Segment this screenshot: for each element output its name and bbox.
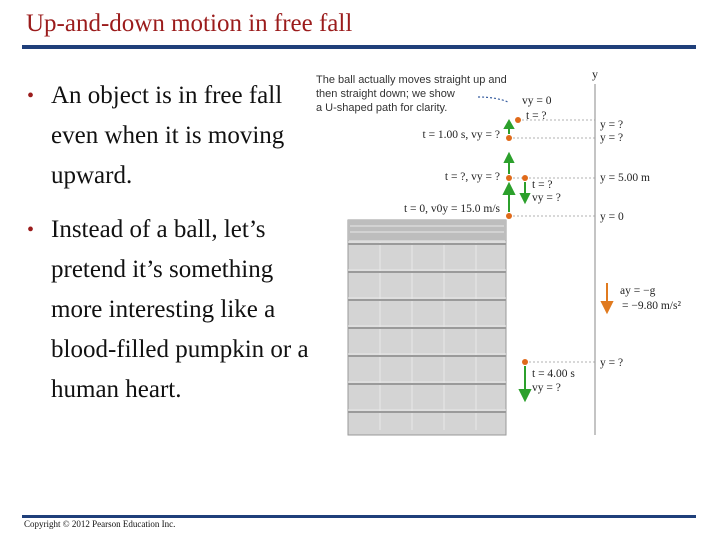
label-right-v: vy = ? — [532, 192, 561, 204]
figure-caption-line2: then straight down; we show — [316, 88, 455, 100]
label-t4: t = 4.00 s — [532, 368, 575, 380]
bullet-1-text: An object is in free fall even when it is moving upward. — [51, 82, 285, 189]
label-right-t: t = ? — [532, 179, 553, 191]
y-label-5: y = ? — [600, 357, 624, 369]
label-t2: t = ?, vy = ? — [444, 171, 500, 183]
y-label-2: y = ? — [600, 132, 624, 144]
label-accel-b: = −9.80 m/s² — [622, 300, 681, 312]
copyright-notice: Copyright © 2012 Pearson Education Inc. — [24, 519, 176, 529]
y-label-4: y = 0 — [600, 211, 624, 223]
slide-title: Up-and-down motion in free fall — [26, 10, 353, 37]
bullet-marker: • — [27, 219, 35, 241]
acceleration-arrow — [602, 283, 612, 312]
label-top-v: vy = 0 — [522, 95, 552, 107]
label-t4-v: vy = ? — [532, 382, 561, 394]
y-label-1: y = ? — [600, 119, 624, 131]
y-label-3: y = 5.00 m — [600, 172, 650, 184]
label-t0: t = 0, v0y = 15.0 m/s — [403, 203, 500, 215]
footer-divider — [22, 515, 696, 518]
label-top-t: t = ? — [526, 110, 547, 122]
downward-velocity-arrows — [520, 182, 530, 400]
y-axis-label: y — [592, 67, 598, 81]
height-guides — [509, 120, 595, 362]
figure-caption-line1: The ball actually moves straight up and — [316, 74, 507, 86]
caption-pointer — [478, 97, 508, 102]
bullet-marker: • — [27, 85, 35, 107]
upward-velocity-arrows — [504, 121, 514, 212]
building — [348, 220, 506, 435]
figure-caption-line3: a U-shaped path for clarity. — [316, 102, 448, 114]
bullet-2-text: Instead of a ball, let’s pretend it’s something more interesting like a blood-filled pumpkin or a human heart. — [51, 216, 309, 403]
label-t1: t = 1.00 s, vy = ? — [422, 129, 500, 141]
label-accel-a: ay = −g — [620, 285, 656, 297]
